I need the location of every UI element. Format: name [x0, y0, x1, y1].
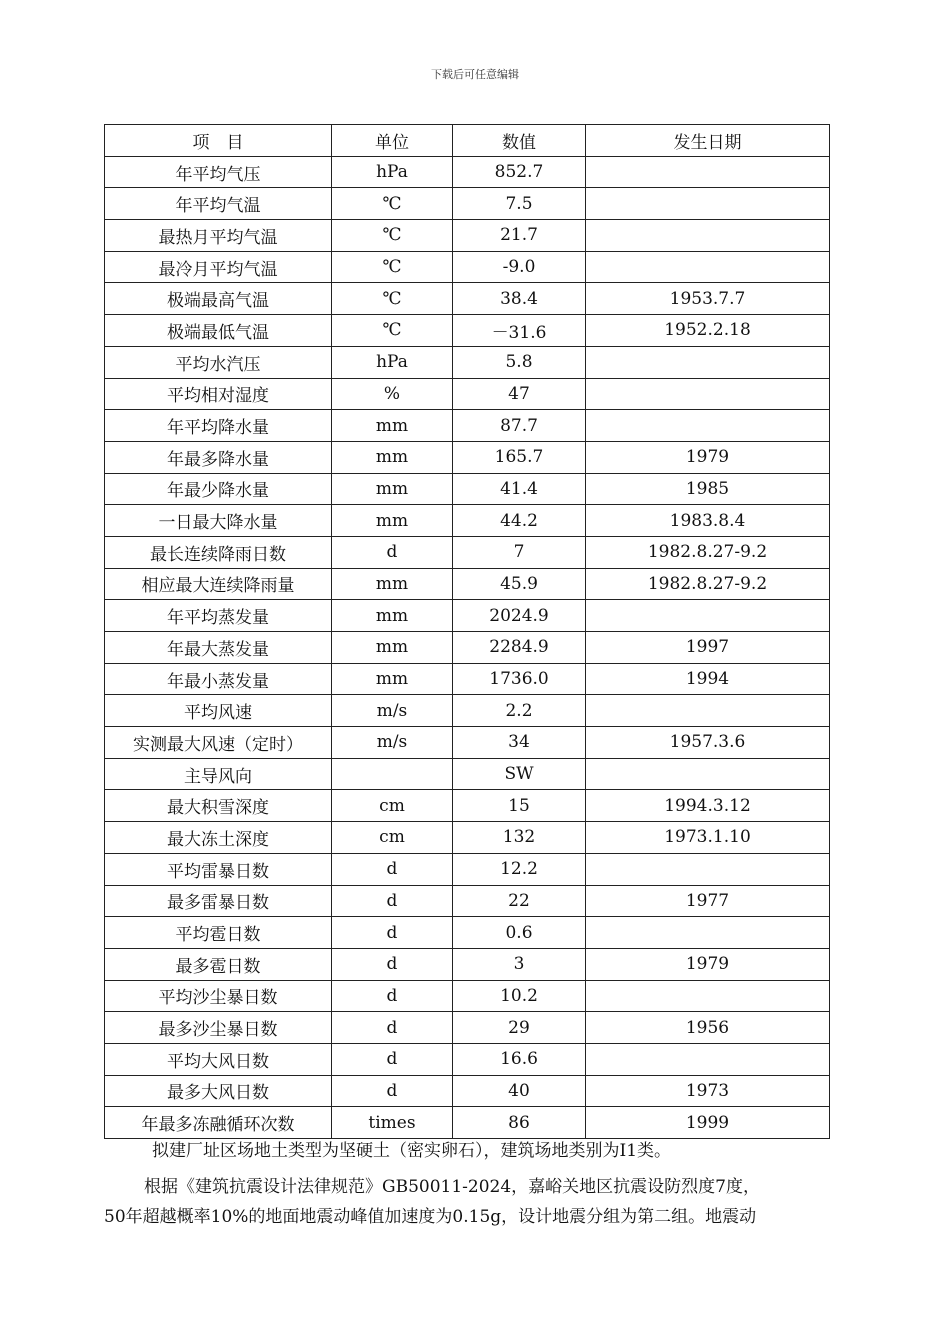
- cell-unit: mm: [332, 663, 453, 695]
- table-row: [105, 220, 830, 252]
- cell-item: 极端最低气温: [105, 315, 332, 347]
- cell-item: 最冷月平均气温: [105, 251, 332, 283]
- cell-unit: mm: [332, 473, 453, 505]
- table-row: [105, 632, 830, 664]
- cell-date: 1985: [586, 473, 830, 505]
- cell-unit: [332, 758, 453, 790]
- cell-date: 1953.7.7: [586, 283, 830, 315]
- cell-value: 0.6: [453, 917, 586, 949]
- cell-item: 主导风向: [105, 758, 332, 790]
- cell-value: 2.2: [453, 695, 586, 727]
- cell-unit: mm: [332, 505, 453, 537]
- cell-date: 1973.1.10: [586, 822, 830, 854]
- cell-unit: d: [332, 1043, 453, 1075]
- cell-value: 2024.9: [453, 600, 586, 632]
- cell-item: 平均相对湿度: [105, 378, 332, 410]
- cell-item: 年最多降水量: [105, 441, 332, 473]
- cell-value: －31.6: [453, 315, 586, 347]
- climate-data-table: [104, 124, 830, 1139]
- cell-value: 7.5: [453, 188, 586, 220]
- cell-item: 极端最高气温: [105, 283, 332, 315]
- cell-value: 22: [453, 885, 586, 917]
- cell-value: 10.2: [453, 980, 586, 1012]
- cell-value: 47: [453, 378, 586, 410]
- cell-date: [586, 410, 830, 442]
- table-body: [105, 156, 830, 1138]
- cell-date: 1982.8.27-9.2: [586, 568, 830, 600]
- cell-item: 年平均降水量: [105, 410, 332, 442]
- cell-item: 年平均气温: [105, 188, 332, 220]
- cell-value: 852.7: [453, 156, 586, 188]
- cell-value: 34: [453, 727, 586, 759]
- table-row: [105, 1043, 830, 1075]
- cell-unit: ℃: [332, 315, 453, 347]
- cell-unit: mm: [332, 441, 453, 473]
- cell-item: 最大积雪深度: [105, 790, 332, 822]
- cell-date: 1999: [586, 1107, 830, 1139]
- table-row: [105, 600, 830, 632]
- cell-date: 1982.8.27-9.2: [586, 536, 830, 568]
- table-row: [105, 346, 830, 378]
- cell-unit: mm: [332, 410, 453, 442]
- cell-unit: d: [332, 948, 453, 980]
- cell-value: 44.2: [453, 505, 586, 537]
- table-row: [105, 505, 830, 537]
- table-row: [105, 156, 830, 188]
- cell-item: 最多雷暴日数: [105, 885, 332, 917]
- table-row: [105, 473, 830, 505]
- table-row: [105, 885, 830, 917]
- cell-item: 平均雹日数: [105, 917, 332, 949]
- cell-date: [586, 1043, 830, 1075]
- cell-unit: mm: [332, 632, 453, 664]
- cell-item: 平均沙尘暴日数: [105, 980, 332, 1012]
- cell-unit: m/s: [332, 727, 453, 759]
- cell-unit: times: [332, 1107, 453, 1139]
- cell-unit: mm: [332, 600, 453, 632]
- cell-item: 年最多冻融循环次数: [105, 1107, 332, 1139]
- cell-date: 1997: [586, 632, 830, 664]
- cell-unit: ℃: [332, 251, 453, 283]
- paragraph-line: 根据《建筑抗震设计法律规范》GB50011-2024，嘉峪关地区抗震设防烈度7度，: [144, 1177, 760, 1197]
- cell-value: 165.7: [453, 441, 586, 473]
- cell-value: 45.9: [453, 568, 586, 600]
- cell-date: 1952.2.18: [586, 315, 830, 347]
- column-header-item: 项 目: [105, 125, 332, 157]
- cell-unit: cm: [332, 790, 453, 822]
- cell-date: [586, 917, 830, 949]
- table-row: [105, 1012, 830, 1044]
- table-row: [105, 568, 830, 600]
- table-row: [105, 441, 830, 473]
- cell-value: 15: [453, 790, 586, 822]
- cell-item: 最多沙尘暴日数: [105, 1012, 332, 1044]
- column-header-value: 数值: [453, 125, 586, 157]
- cell-item: 最长连续降雨日数: [105, 536, 332, 568]
- cell-item: 平均风速: [105, 695, 332, 727]
- cell-value: 16.6: [453, 1043, 586, 1075]
- cell-item: 平均雷暴日数: [105, 853, 332, 885]
- table-row: [105, 1107, 830, 1139]
- cell-item: 最多大风日数: [105, 1075, 332, 1107]
- cell-date: [586, 251, 830, 283]
- cell-item: 实测最大风速（定时）: [105, 727, 332, 759]
- cell-item: 最大冻土深度: [105, 822, 332, 854]
- cell-item: 相应最大连续降雨量: [105, 568, 332, 600]
- cell-value: -9.0: [453, 251, 586, 283]
- cell-unit: d: [332, 853, 453, 885]
- cell-value: 21.7: [453, 220, 586, 252]
- cell-date: 1979: [586, 441, 830, 473]
- cell-item: 年平均蒸发量: [105, 600, 332, 632]
- cell-value: 2284.9: [453, 632, 586, 664]
- cell-value: 5.8: [453, 346, 586, 378]
- cell-date: [586, 346, 830, 378]
- cell-value: 41.4: [453, 473, 586, 505]
- cell-item: 平均大风日数: [105, 1043, 332, 1075]
- table-row: [105, 980, 830, 1012]
- cell-item: 年最少降水量: [105, 473, 332, 505]
- cell-unit: d: [332, 980, 453, 1012]
- table-row: [105, 790, 830, 822]
- cell-item: 年最小蒸发量: [105, 663, 332, 695]
- cell-date: [586, 758, 830, 790]
- table-row: [105, 853, 830, 885]
- cell-value: 38.4: [453, 283, 586, 315]
- table-row: [105, 948, 830, 980]
- page-header: 下载后可任意编辑: [431, 68, 519, 81]
- cell-unit: d: [332, 885, 453, 917]
- cell-unit: m/s: [332, 695, 453, 727]
- cell-item: 平均水汽压: [105, 346, 332, 378]
- cell-item: 年最大蒸发量: [105, 632, 332, 664]
- cell-unit: %: [332, 378, 453, 410]
- cell-item: 最热月平均气温: [105, 220, 332, 252]
- table-row: [105, 663, 830, 695]
- cell-date: [586, 156, 830, 188]
- table-row: [105, 251, 830, 283]
- paragraph-site-soil: 拟建厂址区场地土类型为坚硬土（密实卵石），建筑场地类别为Ⅰ1类。: [152, 1141, 672, 1161]
- cell-item: 一日最大降水量: [105, 505, 332, 537]
- cell-unit: hPa: [332, 346, 453, 378]
- cell-date: 1979: [586, 948, 830, 980]
- cell-value: SW: [453, 758, 586, 790]
- cell-unit: d: [332, 1012, 453, 1044]
- cell-item: 最多雹日数: [105, 948, 332, 980]
- table-row: [105, 822, 830, 854]
- cell-unit: ℃: [332, 220, 453, 252]
- column-header-unit: 单位: [332, 125, 453, 157]
- cell-date: [586, 600, 830, 632]
- paragraph-seismic: [104, 1172, 844, 1232]
- cell-unit: ℃: [332, 283, 453, 315]
- cell-unit: mm: [332, 568, 453, 600]
- cell-date: [586, 188, 830, 220]
- paragraph-line: 50年超越概率10%的地面地震动峰值加速度为0.15g，设计地震分组为第二组。地震动: [104, 1207, 757, 1227]
- table-row: [105, 378, 830, 410]
- cell-unit: hPa: [332, 156, 453, 188]
- cell-unit: d: [332, 536, 453, 568]
- table-row: [105, 283, 830, 315]
- column-header-date: 发生日期: [586, 125, 830, 157]
- cell-unit: d: [332, 1075, 453, 1107]
- cell-date: 1956: [586, 1012, 830, 1044]
- cell-unit: ℃: [332, 188, 453, 220]
- table-row: [105, 1075, 830, 1107]
- table-row: [105, 695, 830, 727]
- cell-date: [586, 853, 830, 885]
- cell-value: 87.7: [453, 410, 586, 442]
- cell-date: 1977: [586, 885, 830, 917]
- cell-item: 年平均气压: [105, 156, 332, 188]
- cell-date: 1994.3.12: [586, 790, 830, 822]
- cell-date: 1994: [586, 663, 830, 695]
- cell-value: 86: [453, 1107, 586, 1139]
- cell-value: 7: [453, 536, 586, 568]
- cell-unit: d: [332, 917, 453, 949]
- cell-date: [586, 695, 830, 727]
- cell-date: 1983.8.4: [586, 505, 830, 537]
- table-row: [105, 188, 830, 220]
- cell-date: 1973: [586, 1075, 830, 1107]
- table-row: [105, 758, 830, 790]
- table-row: [105, 536, 830, 568]
- table-row: [105, 727, 830, 759]
- cell-value: 40: [453, 1075, 586, 1107]
- cell-value: 29: [453, 1012, 586, 1044]
- cell-value: 12.2: [453, 853, 586, 885]
- cell-date: [586, 980, 830, 1012]
- table-row: [105, 917, 830, 949]
- cell-date: [586, 378, 830, 410]
- cell-date: [586, 220, 830, 252]
- table-header-row: [105, 125, 830, 157]
- cell-unit: cm: [332, 822, 453, 854]
- cell-date: 1957.3.6: [586, 727, 830, 759]
- table-row: [105, 410, 830, 442]
- cell-value: 132: [453, 822, 586, 854]
- table-row: [105, 315, 830, 347]
- cell-value: 3: [453, 948, 586, 980]
- cell-value: 1736.0: [453, 663, 586, 695]
